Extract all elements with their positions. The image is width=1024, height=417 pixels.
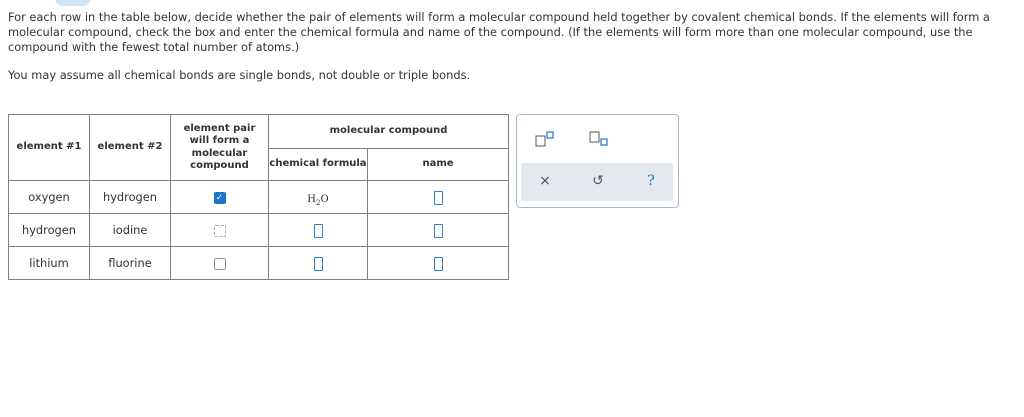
formula-cell[interactable] — [269, 181, 368, 214]
name-input[interactable] — [434, 224, 443, 238]
clear-x-icon[interactable]: × — [539, 173, 551, 189]
help-icon[interactable]: ? — [647, 173, 655, 189]
forms-checkbox-cell — [171, 214, 269, 247]
palette-top — [517, 115, 678, 163]
undo-icon[interactable]: ↺ — [592, 173, 604, 189]
forms-checkbox-cell — [171, 181, 269, 214]
forms-checkbox[interactable] — [214, 225, 226, 237]
header-molecular-compound: molecular compound — [269, 115, 509, 149]
header-chemical-formula: chemical formula — [269, 149, 368, 181]
header-element-2: element #2 — [90, 115, 171, 181]
element-2-cell: iodine — [90, 214, 171, 247]
name-cell[interactable] — [368, 181, 509, 214]
superscript-box-icon[interactable] — [535, 131, 557, 147]
assumption-text: You may assume all chemical bonds are single bonds, not double or triple bonds. — [8, 68, 471, 82]
instructions-text: For each row in the table below, decide whether the pair of elements will form a molecular compound held together by covalent chemical bonds. If the elements will form a molecular compound, check the box and enter the chemical formula and name of the compound. (If the elements will form more than one molecular compound, use the compound with the fewest total number of atoms.) — [8, 10, 990, 54]
subscript-box-icon[interactable] — [589, 131, 611, 147]
element-2-cell: fluorine — [90, 247, 171, 280]
element-1-cell: oxygen — [9, 181, 90, 214]
formula-cell[interactable] — [269, 247, 368, 280]
header-forms-compound: element pair will form a molecular compound — [171, 115, 269, 181]
name-input[interactable] — [434, 257, 443, 271]
element-1-cell: lithium — [9, 247, 90, 280]
forms-checkbox-cell — [171, 247, 269, 280]
formula-input[interactable] — [314, 257, 323, 271]
element-1-cell: hydrogen — [9, 214, 90, 247]
name-cell[interactable] — [368, 214, 509, 247]
forms-checkbox[interactable]: ✓ — [214, 192, 226, 204]
answer-palette — [516, 114, 679, 208]
formula-cell[interactable] — [269, 214, 368, 247]
name-input[interactable] — [434, 191, 443, 205]
table-row — [9, 181, 509, 214]
formula-input[interactable] — [314, 224, 323, 238]
top-tab — [55, 0, 91, 6]
element-2-cell: hydrogen — [90, 181, 171, 214]
forms-checkbox[interactable] — [214, 258, 226, 270]
compound-table — [8, 114, 509, 280]
name-cell[interactable] — [368, 247, 509, 280]
table-row — [9, 214, 509, 247]
header-element-1: element #1 — [9, 115, 90, 181]
palette-actions — [521, 163, 673, 201]
formula-value[interactable]: $H_2O$ — [307, 194, 329, 207]
table-row — [9, 247, 509, 280]
header-name: name — [368, 149, 509, 181]
